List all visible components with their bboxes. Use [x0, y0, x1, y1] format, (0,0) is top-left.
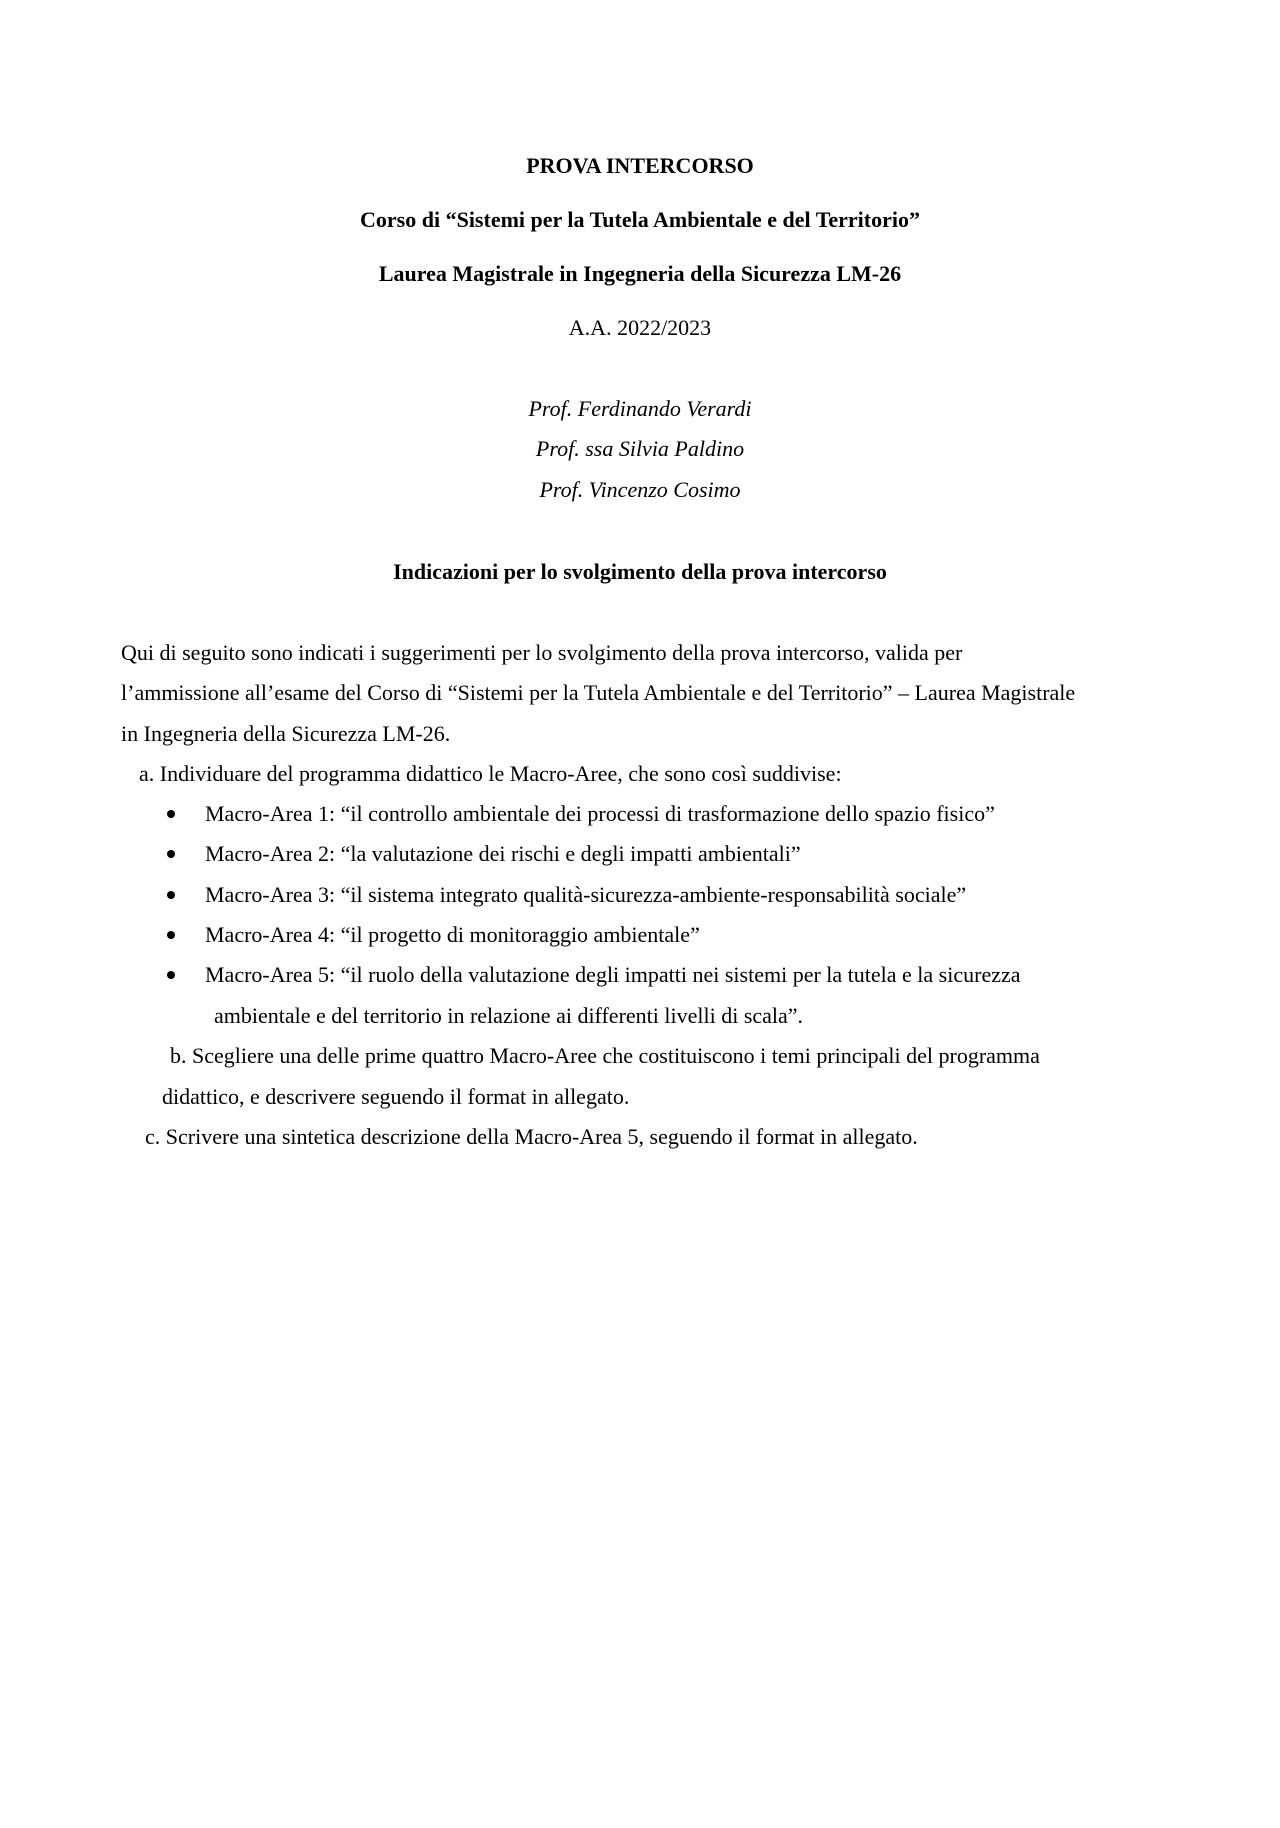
bullet-icon: [167, 971, 175, 979]
professor-3: Prof. Vincenzo Cosimo: [539, 477, 741, 502]
macro-area-3: Macro-Area 3: “il sistema integrato qualità-sicurezza-ambiente-responsabilità sociale”: [205, 882, 967, 907]
macro-area-5-line-1: Macro-Area 5: “il ruolo della valutazione degli impatti nei sistemi per la tutela e la sicurezza: [205, 962, 1021, 987]
professor-1: Prof. Ferdinando Verardi: [528, 396, 752, 421]
document-title: PROVA INTERCORSO: [526, 153, 754, 178]
item-c: c. Scrivere una sintetica descrizione della Macro-Area 5, seguendo il format in allegato.: [145, 1124, 918, 1149]
professor-2: Prof. ssa Silvia Paldino: [535, 436, 745, 461]
bullet-icon: [167, 850, 175, 858]
degree-name: Laurea Magistrale in Ingegneria della Sicurezza LM-26: [378, 261, 902, 286]
section-heading: Indicazioni per lo svolgimento della prova intercorso: [393, 559, 887, 584]
macro-area-5-line-2: ambientale e del territorio in relazione ai differenti livelli di scala”.: [214, 1003, 804, 1028]
bullet-icon: [167, 931, 175, 939]
macro-area-2: Macro-Area 2: “la valutazione dei rischi e degli impatti ambientali”: [205, 841, 801, 866]
item-b-line-2: didattico, e descrivere seguendo il format in allegato.: [162, 1084, 630, 1109]
item-b-line-1: b. Scegliere una delle prime quattro Macro-Aree che costituiscono i temi principali del programma: [170, 1043, 1040, 1068]
academic-year: A.A. 2022/2023: [568, 315, 712, 340]
bullet-icon: [167, 810, 175, 818]
macro-area-4: Macro-Area 4: “il progetto di monitoraggio ambientale”: [205, 922, 700, 947]
intro-line-2: l’ammissione all’esame del Corso di “Sistemi per la Tutela Ambientale e del Territorio” – Laurea Magistrale: [121, 680, 1076, 705]
item-a: a. Individuare del programma didattico le Macro-Aree, che sono così suddivise:: [139, 761, 842, 786]
macro-area-1: Macro-Area 1: “il controllo ambientale dei processi di trasformazione dello spazio fisico”: [205, 801, 995, 826]
intro-line-1: Qui di seguito sono indicati i suggerimenti per lo svolgimento della prova intercorso, valida per: [121, 640, 963, 665]
intro-line-3: in Ingegneria della Sicurezza LM-26.: [121, 721, 451, 746]
bullet-icon: [167, 891, 175, 899]
course-name: Corso di “Sistemi per la Tutela Ambientale e del Territorio”: [360, 207, 920, 232]
